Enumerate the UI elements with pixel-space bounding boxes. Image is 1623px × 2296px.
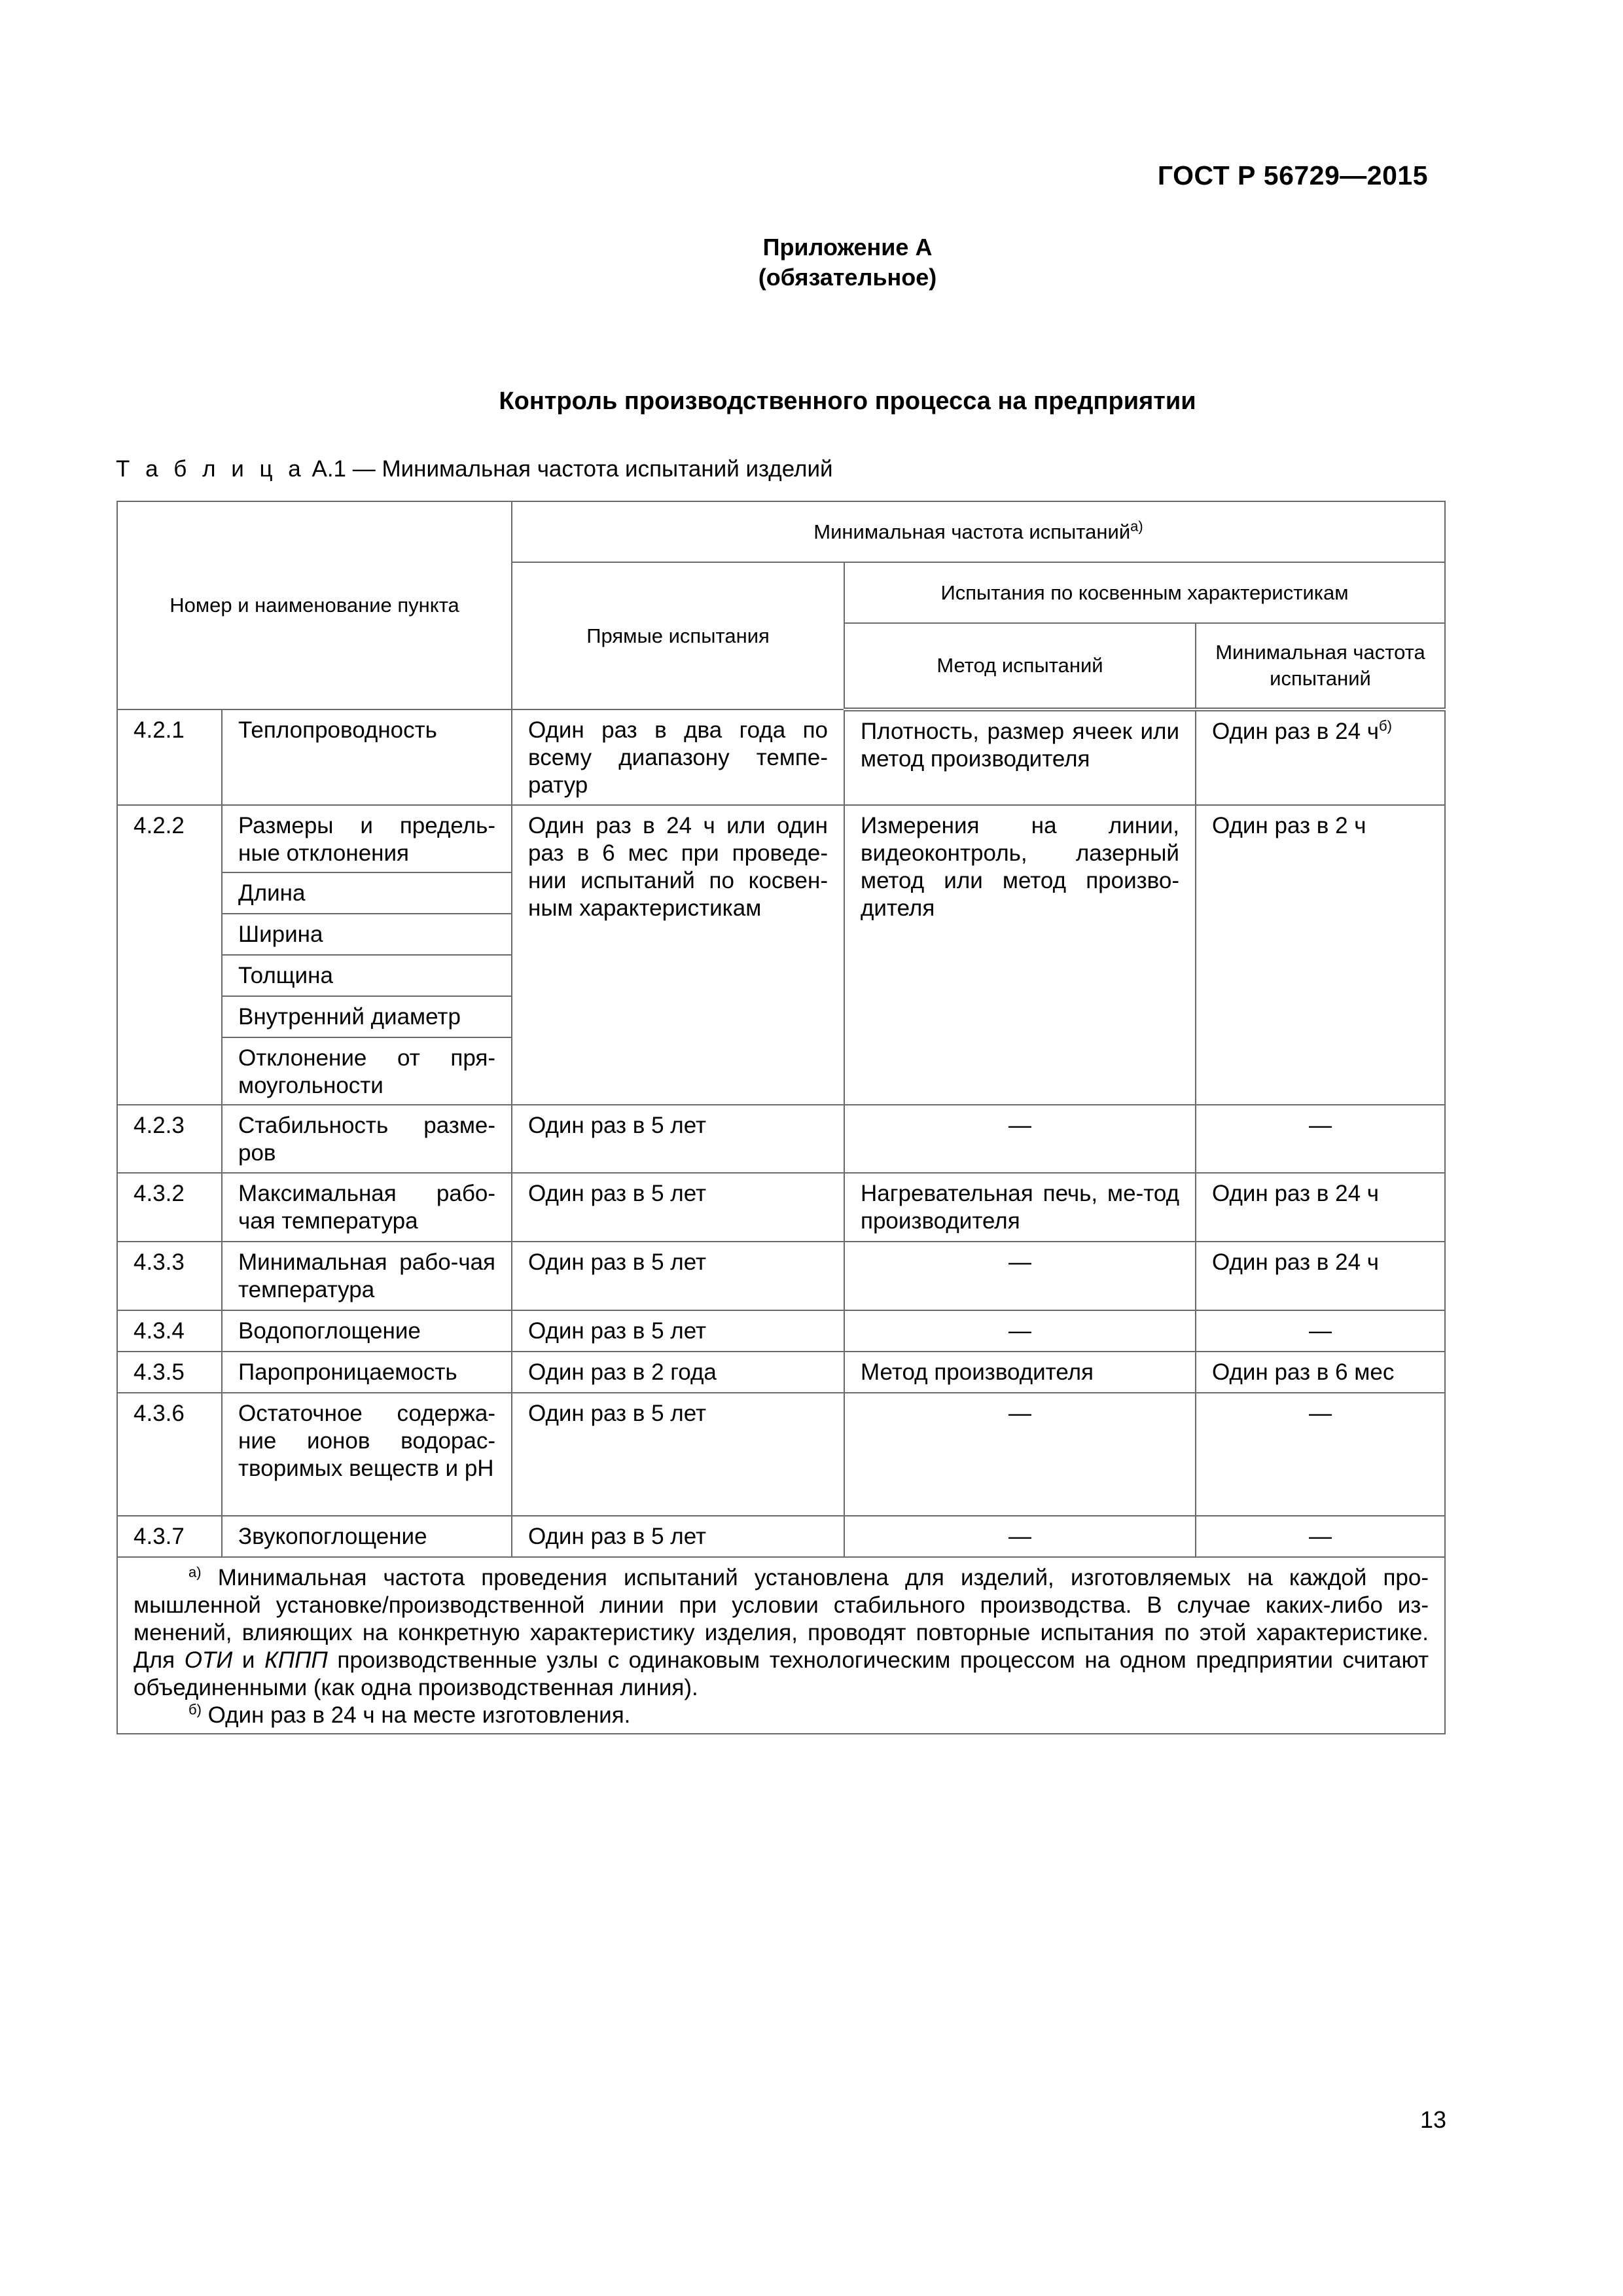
header-indirect-tests: Испытания по косвенным характеристикам [844,562,1445,623]
header-indirect-frequency: Минимальная частота испытаний [1196,623,1445,709]
table-row: 4.3.6 Остаточное содержа-ние ионов водорас-творимых веществ и pH Один раз в 5 лет — — [117,1393,1445,1516]
table-caption-prefix: Т а б л и ц а [116,456,306,482]
page-number: 13 [1419,2106,1446,2133]
standard-code: ГОСТ Р 56729—2015 [1157,160,1428,190]
table-caption-text: А.1 — Минимальная частота испытаний изделий [312,456,833,482]
table-row: 4.3.2 Максимальная рабо-чая температура Один раз в 5 лет Нагревательная печь, ме-тод производителя Один раз в 24 ч [117,1173,1445,1242]
table-subrow: Ширина [117,914,1445,955]
table-caption [116,456,833,482]
header-direct-tests: Прямые испытания [512,562,844,709]
section-title: Контроль производственного процесса на предприятии [499,387,1196,415]
table-subrow: Толщина [117,955,1445,996]
table-subrow: Отклонение от пря-моугольности [117,1037,1445,1105]
table-row: 4.3.5 Паропроницаемость Один раз в 2 года Метод производителя Один раз в 6 мес [117,1352,1445,1393]
frequency-table [116,501,1446,1734]
table-row: 4.3.3 Минимальная рабо-чая температура Один раз в 5 лет — Один раз в 24 ч [117,1242,1445,1310]
table-subrow: Внутренний диаметр [117,996,1445,1037]
table-subrow: Длина [117,872,1445,914]
appendix-heading [0,232,1623,293]
footnote-a: $^{а)}$ Минимальная частота проведения испытаний установлена для изделий, изготовляемых на каждой про-мышленной установке/производственной линии при условии стабильного производства. В случае каких-либо из-менений, влияющих на конкретную характеристику изделия, проводят повторные испытания по этой характеристике. Для ОТИ и КППП производственные узлы с одинаковым технологическим процессом на одном предприятии считают объединенными (как одна производственная линия). [134,1564,1429,1700]
appendix-title: Приложение А [762,234,933,260]
table-row: 4.2.1 Теплопроводность Один раз в два года по всему диапазону темпе-ратур Плотность, размер ячеек или метод производителя Один раз в 24 $ч^{б)}$ [117,709,1445,805]
footnote-b: $^{б)}$ Один раз в 24 ч на месте изготовления. [188,1701,631,1728]
appendix-status: (обязательное) [758,264,937,291]
table-row: 4.2.2 Размеры и предель-ные отклонения Один раз в 24 ч или один раз в 6 мес при проведе-нии испытаний по косвен-ным характеристикам Измерения на линии, видеоконтроль, лазерный метод или метод произво-дителя Один раз в 2 ч [117,805,1445,872]
header-test-method: Метод испытаний [844,623,1196,709]
table-row: 4.3.7 Звукопоглощение Один раз в 5 лет — — [117,1516,1445,1557]
table-footnotes [117,1557,1445,1734]
header-item: Номер и наименование пункта [117,501,512,709]
header-min-frequency: Минимальная частота испытаний$^{а)}$ [512,501,1445,562]
table-row: 4.2.3 Стабильность разме-ров Один раз в 5 лет — — [117,1105,1445,1173]
table-row: 4.3.4 Водопоглощение Один раз в 5 лет — — [117,1310,1445,1352]
